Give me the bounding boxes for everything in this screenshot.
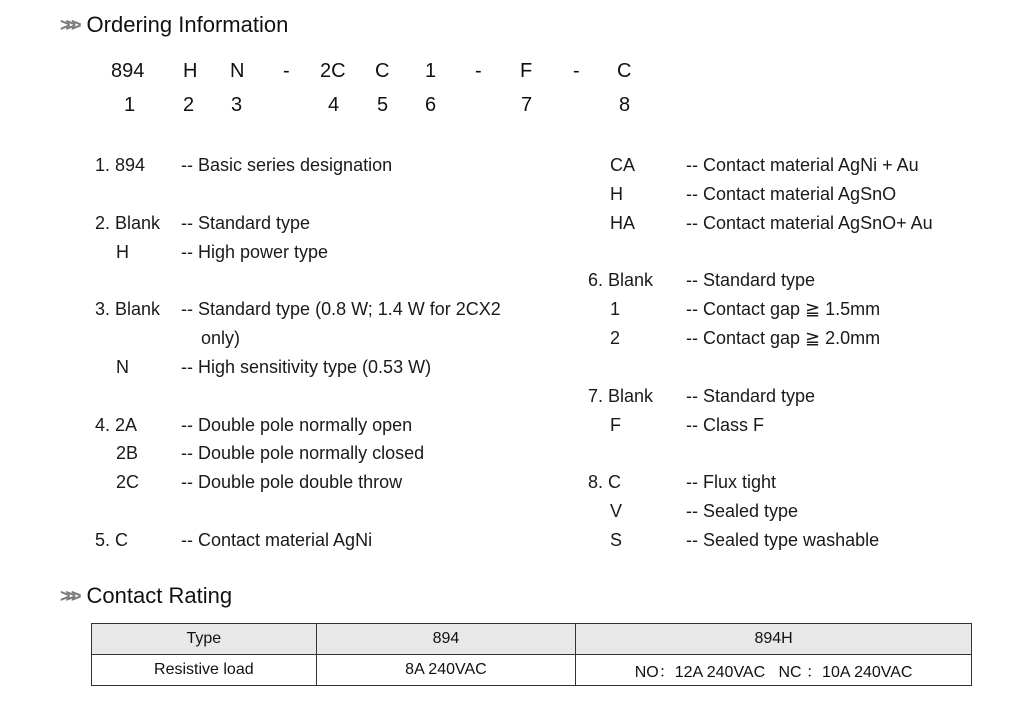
option-desc: -- Standard type (0.8 W; 1.4 W for 2CX2 <box>181 299 501 319</box>
option-code: 7. Blank <box>588 386 654 406</box>
code-part: C <box>375 60 390 82</box>
position-number: 4 <box>328 94 340 116</box>
code-part: H <box>183 60 198 82</box>
option-code: H <box>116 242 129 262</box>
option-desc: -- Basic series designation <box>181 155 393 175</box>
chevrons-icon: >>> <box>60 14 77 35</box>
option-desc: -- Contact gap ≧ 2.0mm <box>686 328 881 348</box>
table-cell: Resistive load <box>92 655 317 686</box>
header-cell: Type <box>92 624 317 655</box>
option-code: CA <box>610 155 636 175</box>
option-desc: -- High power type <box>181 242 329 262</box>
code-part: N <box>230 60 245 82</box>
option-desc: -- Standard type <box>686 270 816 290</box>
option-code: 8. C <box>588 472 622 492</box>
option-code: S <box>610 530 623 550</box>
code-part: 1 <box>425 60 437 82</box>
option-code: 3. Blank <box>95 299 161 319</box>
option-code: 1. 894 <box>95 155 146 175</box>
option-desc: -- Contact material AgNi <box>181 530 373 550</box>
chevrons-icon: >>> <box>60 585 77 606</box>
position-number: 8 <box>619 94 631 116</box>
option-desc: -- Double pole normally closed <box>181 443 425 463</box>
option-desc: -- Sealed type <box>686 501 799 521</box>
option-code: V <box>610 501 623 521</box>
option-code: 4. 2A <box>95 415 138 435</box>
option-code: 6. Blank <box>588 270 654 290</box>
position-number: 1 <box>124 94 136 116</box>
option-code: F <box>610 415 621 435</box>
table-cell: 8A 240VAC <box>316 655 576 686</box>
code-separator: - <box>573 60 580 82</box>
table-row <box>92 655 972 686</box>
position-number: 3 <box>231 94 243 116</box>
ordering-section-title <box>60 12 288 38</box>
table-header-row <box>92 624 972 655</box>
option-desc: -- Standard type <box>686 386 816 406</box>
code-part: F <box>520 60 533 82</box>
header-cell: 894 <box>316 624 576 655</box>
code-separator: - <box>475 60 482 82</box>
option-desc: -- Sealed type washable <box>686 530 880 550</box>
option-code: 2B <box>116 443 139 463</box>
option-code: 1 <box>610 299 621 319</box>
option-desc: -- Standard type <box>181 213 311 233</box>
contact-title: Contact Rating <box>86 583 233 608</box>
option-code: 2C <box>116 472 140 492</box>
option-code: 2. Blank <box>95 213 161 233</box>
option-desc: -- Double pole normally open <box>181 415 413 435</box>
contact-section-title <box>60 583 232 609</box>
position-number: 5 <box>377 94 389 116</box>
option-desc: -- High sensitivity type (0.53 W) <box>181 357 432 377</box>
option-code: 5. C <box>95 530 129 550</box>
option-desc: only) <box>201 328 241 348</box>
option-desc: -- Double pole double throw <box>181 472 403 492</box>
position-number: 7 <box>521 94 533 116</box>
code-part: 2C <box>320 60 346 82</box>
option-code: 2 <box>610 328 621 348</box>
table-cell: NO：12A 240VAC NC ：10A 240VAC <box>576 655 972 686</box>
option-code: H <box>610 184 623 204</box>
ordering-title: Ordering Information <box>86 12 289 37</box>
option-desc: -- Class F <box>686 415 764 435</box>
code-part: 894 <box>111 60 145 82</box>
option-desc: -- Contact material AgSnO+ Au <box>686 213 933 233</box>
contact-rating-table <box>91 623 972 686</box>
option-desc: -- Contact gap ≧ 1.5mm <box>686 299 881 319</box>
option-code: HA <box>610 213 636 233</box>
option-code: N <box>116 357 129 377</box>
option-desc: -- Flux tight <box>686 472 777 492</box>
option-desc: -- Contact material AgNi + Au <box>686 155 919 175</box>
header-cell: 894H <box>576 624 972 655</box>
position-number: 6 <box>425 94 437 116</box>
code-part: C <box>617 60 632 82</box>
option-desc: -- Contact material AgSnO <box>686 184 897 204</box>
code-separator: - <box>283 60 290 82</box>
position-number: 2 <box>183 94 195 116</box>
